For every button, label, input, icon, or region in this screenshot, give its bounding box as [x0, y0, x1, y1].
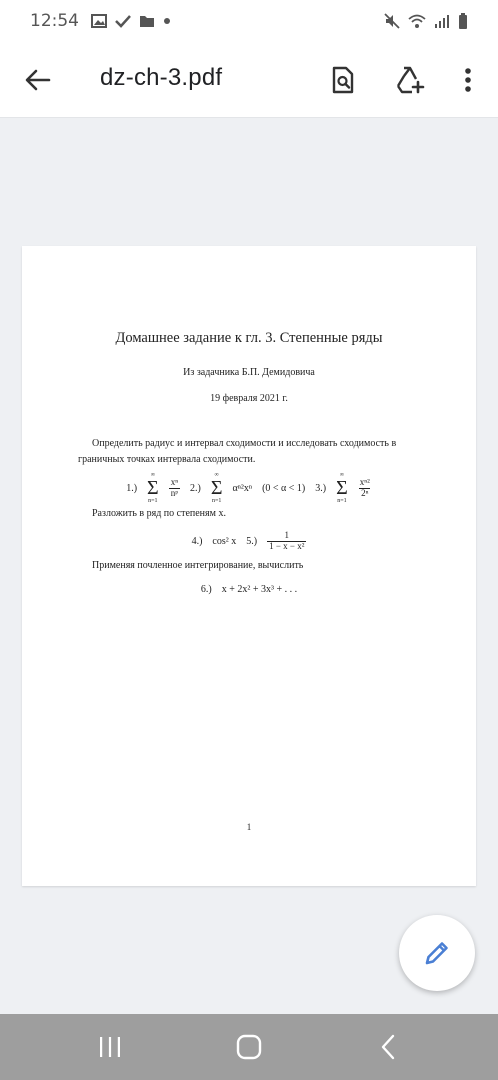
p1-sum-bottom: n=1 [148, 498, 158, 504]
problems-row-2 [22, 531, 476, 552]
p3-fraction [358, 478, 372, 499]
back-nav-icon [380, 1034, 396, 1060]
p5-fraction [267, 531, 306, 552]
document-title: dz-ch-3.pdf [100, 64, 223, 91]
p2-sum [211, 472, 223, 504]
sigma-glyph: Σ [210, 477, 223, 499]
pencil-edit-icon [423, 939, 451, 967]
pdf-viewer[interactable] [0, 118, 498, 1014]
search-document-button[interactable] [325, 62, 361, 98]
problems-row-1 [22, 472, 476, 504]
status-time: 12:54 [30, 11, 79, 31]
p3-sum [336, 472, 348, 504]
home-icon [236, 1034, 262, 1060]
p6-expr: x + 2x² + 3x³ + . . . [221, 584, 298, 595]
dot-icon [163, 17, 171, 25]
p2-label: 2.) [190, 482, 201, 494]
check-icon [115, 14, 131, 28]
home-button[interactable] [219, 1022, 279, 1072]
p3-sum-bottom: n=1 [337, 498, 347, 504]
search-doc-icon [331, 66, 355, 94]
add-to-drive-icon [394, 66, 426, 94]
sigma-glyph: Σ [336, 477, 348, 499]
doc-date: 19 февраля 2021 г. [210, 393, 288, 404]
p2-term: αⁿ²xⁿ [232, 482, 253, 494]
p1-den: nᵖ [170, 487, 179, 498]
signal-icon [434, 14, 450, 28]
p5-den: 1 − x − x² [269, 540, 305, 551]
add-to-drive-button[interactable] [392, 62, 428, 98]
app-bar [0, 42, 498, 118]
p5-num: 1 [284, 530, 289, 540]
folder-icon [139, 14, 155, 28]
sigma-glyph: Σ [147, 477, 159, 499]
recent-apps-icon [98, 1036, 122, 1058]
arrow-back-icon [25, 69, 51, 91]
p2-sum-top: ∞ [214, 472, 219, 478]
p3-num: xⁿ² [359, 476, 370, 487]
p4-expr: cos² x [212, 535, 237, 547]
status-bar [0, 0, 498, 42]
p2-condition: (0 < α < 1) [262, 482, 306, 494]
battery-icon [458, 13, 468, 29]
problems-row-3 [22, 584, 476, 595]
p2-sum-bottom: n=1 [212, 498, 222, 504]
p1-num: xⁿ [170, 476, 179, 487]
recent-apps-button[interactable] [80, 1022, 140, 1072]
mute-icon [384, 13, 400, 29]
back-nav-button[interactable] [358, 1022, 418, 1072]
image-icon [91, 14, 107, 28]
wifi-icon [408, 13, 426, 29]
instruction-2: Разложить в ряд по степеням x. [92, 508, 226, 519]
p1-fraction [169, 478, 180, 499]
status-icons-left [91, 14, 171, 28]
doc-heading: Домашнее задание к гл. 3. Степенные ряды [115, 330, 383, 346]
pdf-page [22, 246, 476, 886]
edit-fab-button[interactable] [399, 915, 475, 991]
instruction-3: Применяя почленное интегрирование, вычислить [92, 560, 304, 571]
doc-author: Из задачника Б.П. Демидовича [183, 367, 315, 378]
page-number: 1 [246, 822, 252, 832]
back-button[interactable] [20, 62, 56, 98]
instruction-1: Определить радиус и интервал сходимости и исследовать сходимость в граничных точках интервала сходимости. [78, 438, 397, 465]
p3-den: 2ⁿ [361, 487, 369, 498]
more-options-button[interactable] [450, 62, 486, 98]
p1-sum-top: ∞ [150, 472, 155, 478]
p1-sum [147, 472, 159, 504]
more-vert-icon [464, 67, 472, 93]
system-nav-bar [0, 1014, 498, 1080]
p1-label: 1.) [126, 482, 138, 494]
p4-label: 4.) [191, 535, 203, 547]
p3-sum-top: ∞ [339, 472, 345, 478]
p6-label: 6.) [200, 584, 212, 595]
p5-label: 5.) [246, 535, 258, 547]
p3-label: 3.) [315, 482, 327, 494]
status-icons-right [384, 13, 468, 29]
